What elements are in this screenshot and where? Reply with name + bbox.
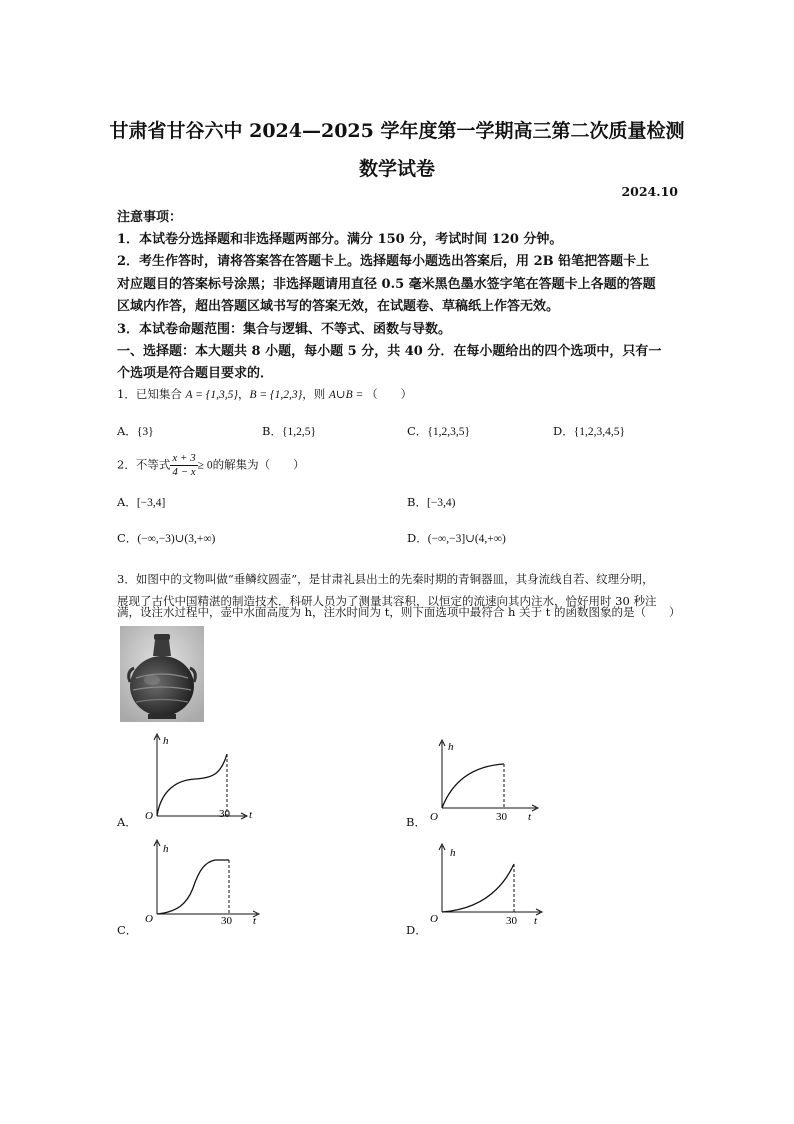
notes-heading: 注意事项： (117, 210, 183, 225)
graph-c-30-label: 30 (221, 915, 232, 927)
graph-c-origin: O (145, 913, 153, 925)
q1-set-b: B = {1,2,3} (249, 389, 303, 401)
graph-b-t-label: t (528, 811, 532, 823)
q2-option-c[interactable]: C．(−∞,−3)∪(3,+∞) (117, 531, 216, 545)
question-3-line-3: 满，设注水过程中，壶中水面高度为 h，注水时间为 t，则下面选项中最符合 h 关于 t 的函数图象的是（ ） (117, 605, 681, 619)
graph-a-label: A． (117, 815, 137, 829)
q2-denominator: 4 − x (172, 466, 196, 478)
question-3-line-2: 展现了古代中国精湛的制造技术．科研人员为了测量其容积，以恒定的流速向其内注水，恰好用时 30 秒注 (117, 594, 657, 608)
graph-c-curve (157, 860, 229, 914)
q1-option-d[interactable]: D．{1,2,3,4,5} (553, 424, 626, 438)
graph-d-label: D． (406, 923, 427, 937)
graph-b-curve (442, 764, 504, 808)
note-item-1: 1．本试卷分选择题和非选择题两部分。满分 150 分，考试时间 120 分钟。 (117, 232, 563, 247)
graph-c-h-label: h (163, 843, 169, 855)
bronze-vase-icon (120, 626, 204, 722)
graph-d[interactable] (400, 842, 550, 932)
q1-sep: ， (238, 387, 250, 401)
graph-c[interactable] (117, 838, 267, 930)
q2-prefix: 2．不等式 (117, 457, 171, 472)
section-heading-line-1: 一、选择题：本大题共 8 小题，每小题 5 分，共 40 分．在每小题给出的四个选项中，只有一 (117, 344, 662, 359)
q1-option-b[interactable]: B．{1,2,5} (262, 424, 316, 438)
q1-prefix: 1．已知集合 (117, 387, 186, 401)
graph-b-label: B． (406, 815, 426, 829)
q1-option-a[interactable]: A．{3} (117, 424, 154, 438)
graph-a-t-label: t (249, 809, 253, 821)
bronze-vase-photo (120, 626, 204, 722)
graph-c-t-label: t (253, 915, 257, 927)
exam-subtitle: 数学试卷 (358, 158, 435, 180)
q2-numerator: x + 3 (172, 452, 196, 464)
q1-tail: （ ） (366, 387, 413, 401)
exam-date: 2024.10 (621, 184, 678, 199)
graph-b-30-label: 30 (496, 811, 507, 823)
graph-c-label: C． (117, 923, 138, 937)
graph-d-curve (442, 864, 514, 912)
graph-d-t-label: t (534, 915, 538, 927)
graph-b-h-label: h (448, 741, 454, 753)
q1-set-a: A = {1,3,5} (185, 389, 239, 401)
note-item-2-line-2: 对应题目的答案标号涂黑；非选择题请用直径 0.5 毫米黑色墨水签字笔在答题卡上各题的答题 (117, 277, 656, 292)
graph-a-h-label: h (163, 735, 169, 747)
note-item-2-line-1: 2．考生作答时，请将答案答在答题卡上。选择题每小题选出答案后，用 2B 铅笔把答题卡上 (117, 254, 650, 269)
q2-relation: ≥ 0 (197, 459, 213, 472)
graph-d-30-label: 30 (506, 915, 517, 927)
graph-a-30-label: 30 (219, 808, 230, 820)
note-item-2-line-3: 区域内作答，超出答题区域书写的答案无效，在试题卷、草稿纸上作答无效。 (117, 299, 560, 314)
q2-option-d[interactable]: D．(−∞,−3]∪(4,+∞) (407, 531, 506, 545)
q2-option-b[interactable]: B．[−3,4) (407, 495, 456, 509)
graph-b-origin: O (430, 811, 438, 823)
graph-a-curve (157, 754, 227, 816)
exam-title: 甘肃省甘谷六中 2024—2025 学年度第一学期高三第二次质量检测 (109, 120, 685, 142)
q1-mid: ，则 (302, 387, 329, 401)
q2-fraction (170, 452, 197, 479)
q1-expr: A∪B = (328, 389, 367, 401)
graph-d-h-label: h (450, 847, 456, 859)
q1-option-c[interactable]: C．{1,2,3,5} (407, 424, 470, 438)
question-1-stem (117, 386, 412, 402)
q2-option-a[interactable]: A．[−3,4] (117, 495, 166, 509)
note-item-3: 3．本试卷命题范围：集合与逻辑、不等式、函数与导数。 (117, 322, 452, 337)
graph-a-origin: O (145, 810, 153, 822)
graph-d-origin: O (430, 913, 438, 925)
question-2-stem (117, 452, 305, 479)
question-3-line-1: 3．如图中的文物叫做“垂鳞纹圆壶”，是甘肃礼县出土的先秦时期的青铜器皿，其身流线自若、纹理分明， (117, 572, 654, 586)
q2-tail: 的解集为（ ） (212, 457, 305, 472)
graph-a[interactable] (117, 730, 257, 828)
section-heading-line-2: 个选项是符合题目要求的． (117, 366, 274, 381)
